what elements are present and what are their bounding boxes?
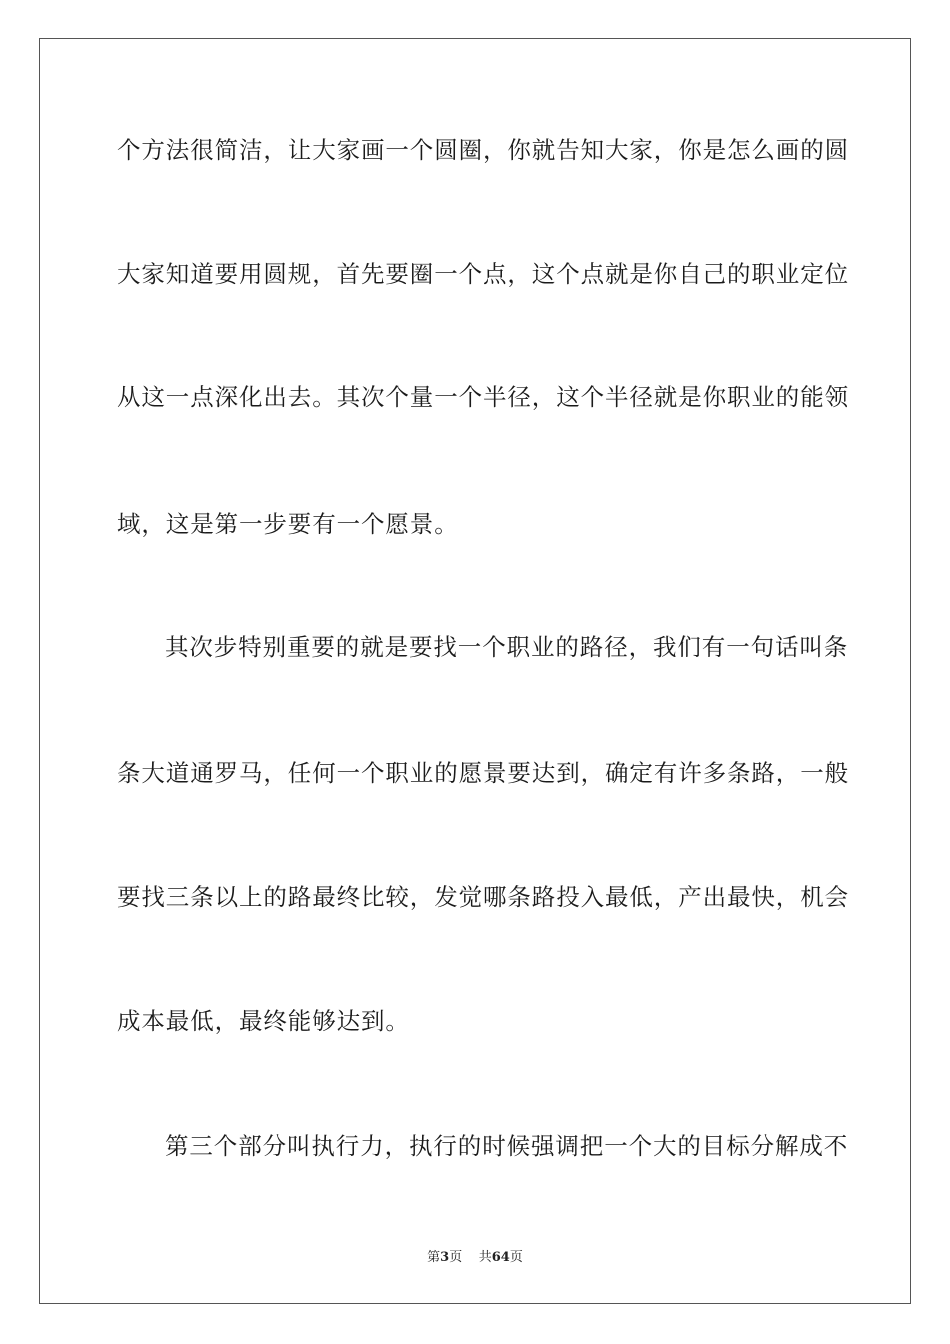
text-line-3: 从这一点深化出去。其次个量一个半径，这个半径就是你职业的能领	[117, 383, 849, 411]
page-number: 3	[440, 1250, 450, 1265]
page-prefix: 第	[427, 1250, 441, 1265]
page-suffix: 页	[449, 1250, 463, 1265]
total-suffix: 页	[509, 1250, 523, 1265]
total-prefix: 共	[478, 1250, 492, 1265]
text-line-2: 大家知道要用圆规，首先要圈一个点，这个点就是你自己的职业定位	[117, 260, 849, 288]
text-line-4: 域，这是第一步要有一个愿景。	[117, 510, 459, 538]
text-line-7: 要找三条以上的路最终比较，发觉哪条路投入最低，产出最快，机会	[117, 883, 849, 911]
page-footer	[0, 1246, 950, 1265]
text-line-8: 成本最低，最终能够达到。	[117, 1007, 410, 1035]
text-line-6: 条大道通罗马，任何一个职业的愿景要达到，确定有许多条路，一般	[117, 759, 849, 787]
page-border	[39, 38, 911, 1304]
total-pages: 64	[491, 1250, 510, 1265]
paragraph-2-line-1: 其次步特别重要的就是要找一个职业的路径，我们有一句话叫条	[165, 633, 849, 661]
text-line-1: 个方法很简洁，让大家画一个圆圈，你就告知大家，你是怎么画的圆	[117, 136, 849, 164]
paragraph-3-line-1: 第三个部分叫执行力，执行的时候强调把一个大的目标分解成不	[165, 1132, 849, 1160]
